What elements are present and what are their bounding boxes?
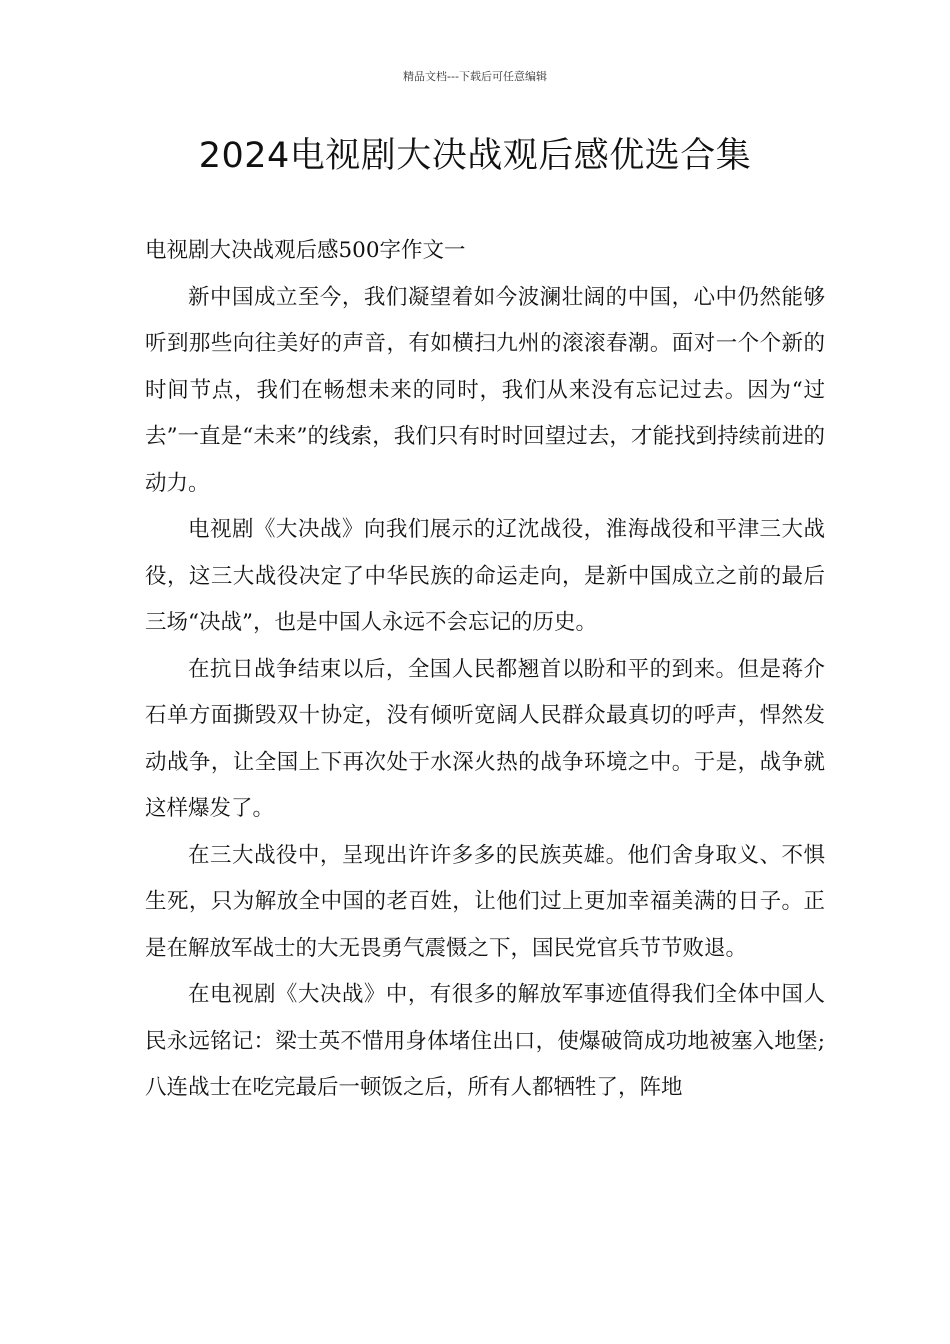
- header-note: 精品文档---下载后可任意编辑: [403, 70, 547, 83]
- document-body: [145, 228, 825, 1112]
- page-title: 2024电视剧大决战观后感优选合集: [198, 136, 752, 176]
- paragraph-2: 电视剧《大决战》向我们展示的辽沈战役，淮海战役和平津三大战役，这三大战役决定了中华民族的命运走向，是新中国成立之前的最后三场“决战”，也是中国人永远不会忘记的历史。: [145, 517, 825, 635]
- paragraph-3: 在抗日战争结束以后，全国人民都翘首以盼和平的到来。但是蒋介石单方面撕毁双十协定，没有倾听宽阔人民群众最真切的呼声，悍然发动战争，让全国上下再次处于水深火热的战争环境之中。于是，战争就这样爆发了。: [145, 656, 825, 821]
- paragraph-5: 在电视剧《大决战》中，有很多的解放军事迹值得我们全体中国人民永远铭记：梁士英不惜用身体堵住出口，使爆破筒成功地被塞入地堡;八连战士在吃完最后一顿饭之后，所有人都牺牲了，阵地: [145, 982, 825, 1100]
- section-subtitle: 电视剧大决战观后感500字作文一: [145, 238, 466, 263]
- paragraph-4: 在三大战役中，呈现出许许多多的民族英雄。他们舍身取义、不惧生死，只为解放全中国的老百姓，让他们过上更加幸福美满的日子。正是在解放军战士的大无畏勇气震慑之下，国民党官兵节节败退。: [145, 842, 825, 961]
- paragraph-1: 新中国成立至今，我们凝望着如今波澜壮阔的中国，心中仍然能够听到那些向往美好的声音，有如横扫九州的滚滚春潮。面对一个个新的时间节点，我们在畅想未来的同时，我们从来没有忘记过去。因为“过去”一直是“未来”的线索，我们只有时时回望过去，才能找到持续前进的动力。: [145, 284, 825, 496]
